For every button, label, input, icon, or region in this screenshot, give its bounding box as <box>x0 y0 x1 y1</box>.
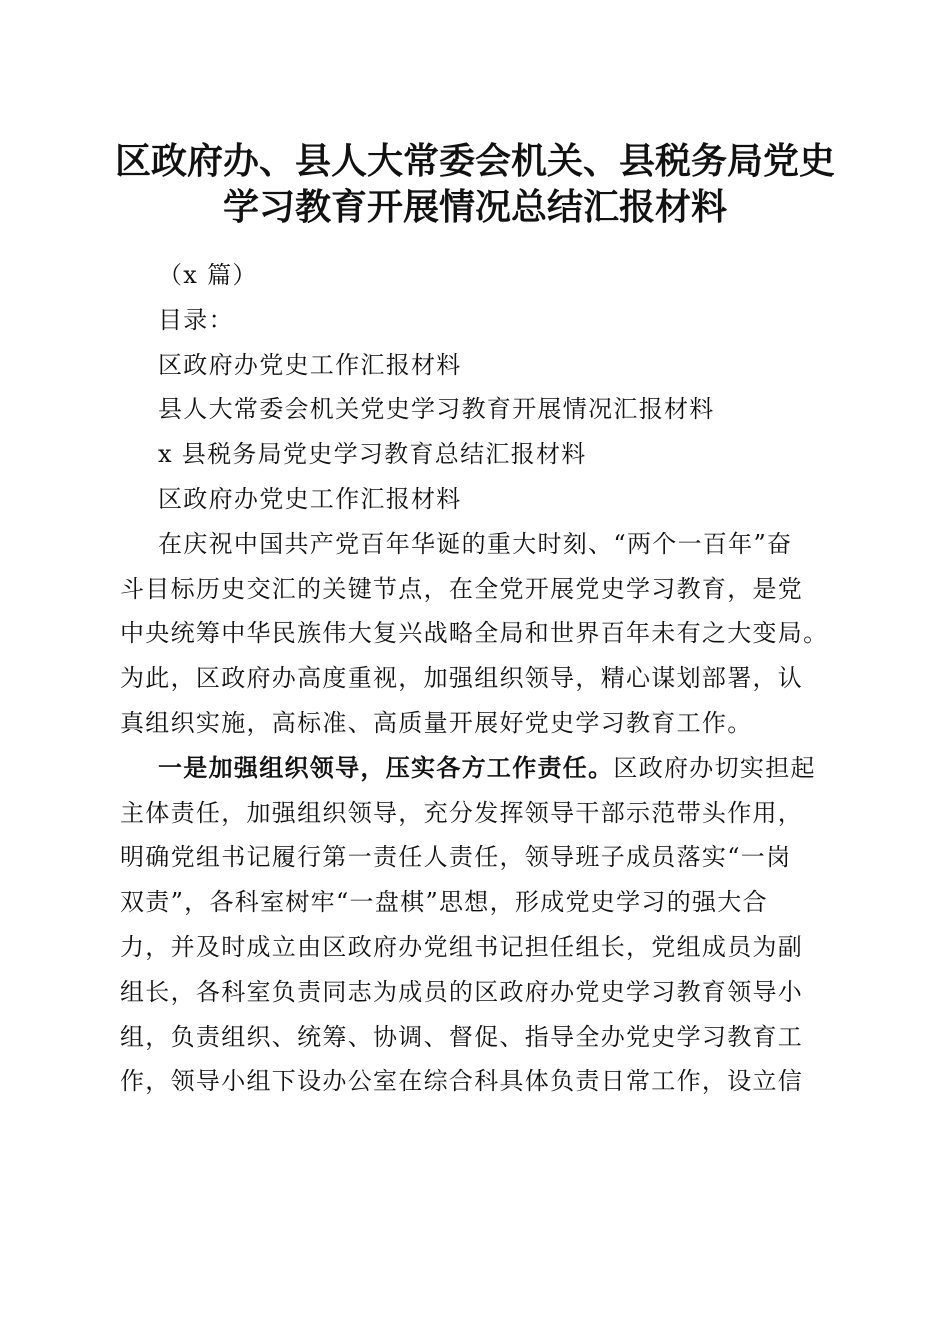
paragraph-lead-rest: 区政府办切实担起 <box>613 753 816 782</box>
paragraph-line <box>120 746 832 791</box>
paragraph-line: 力，并及时成立由区政府办党组书记担任组长，党组成员为副 <box>120 932 804 961</box>
paragraph-line: 组长，各科室负责同志为成员的区政府办党史学习教育领导小 <box>120 977 804 1006</box>
title-line-2: 学习教育开展情况总结汇报材料 <box>222 186 727 228</box>
paragraph-line: 明确党组书记履行第一责任人责任，领导班子成员落实“一岗 <box>120 843 792 872</box>
paragraph-line: 作，领导小组下设办公室在综合科具体负责日常工作，设立信 <box>120 1067 804 1096</box>
toc-item: 县人大常委会机关党史学习教育开展情况汇报材料 <box>158 395 715 424</box>
toc-label: 目录： <box>158 305 234 334</box>
paragraph-2 <box>120 746 832 1104</box>
paragraph-line: 在庆祝中国共产党百年华诞的重大时刻、“两个一百年”奋 <box>158 529 793 558</box>
paragraph-line: 主体责任，加强组织领导，充分发挥领导干部示范带头作用， <box>120 798 804 827</box>
paragraph-line: 中央统筹中华民族伟大复兴战略全局和世界百年未有之大变局。 <box>120 619 829 648</box>
paragraph-line: 组，负责组织、统筹、协调、督促、指导全办党史学习教育工 <box>120 1022 804 1051</box>
toc-item: 区政府办党史工作汇报材料 <box>158 350 462 379</box>
paragraph-lead-heading: 一是加强组织领导，压实各方工作责任。 <box>158 752 614 782</box>
paragraph-line: 斗目标历史交汇的关键节点，在全党开展党史学习教育，是党 <box>120 574 804 603</box>
paragraph-line: 真组织实施，高标准、高质量开展好党史学习教育工作。 <box>120 708 753 737</box>
document-body <box>120 253 832 1104</box>
paragraph-line: 为此，区政府办高度重视，加强组织领导，精心谋划部署，认 <box>120 664 804 693</box>
paragraph-1 <box>120 522 832 746</box>
document-title <box>100 138 850 230</box>
paragraph-line: 双责”，各科室树牢“一盘棋”思想，形成党史学习的强大合 <box>120 888 768 917</box>
section-heading: 区政府办党史工作汇报材料 <box>158 484 462 513</box>
title-line-1: 区政府办、县人大常委会机关、县税务局党史 <box>114 140 835 182</box>
toc-item: x 县税务局党史学习教育总结汇报材料 <box>158 440 587 469</box>
count-note: （x 篇） <box>158 261 258 289</box>
